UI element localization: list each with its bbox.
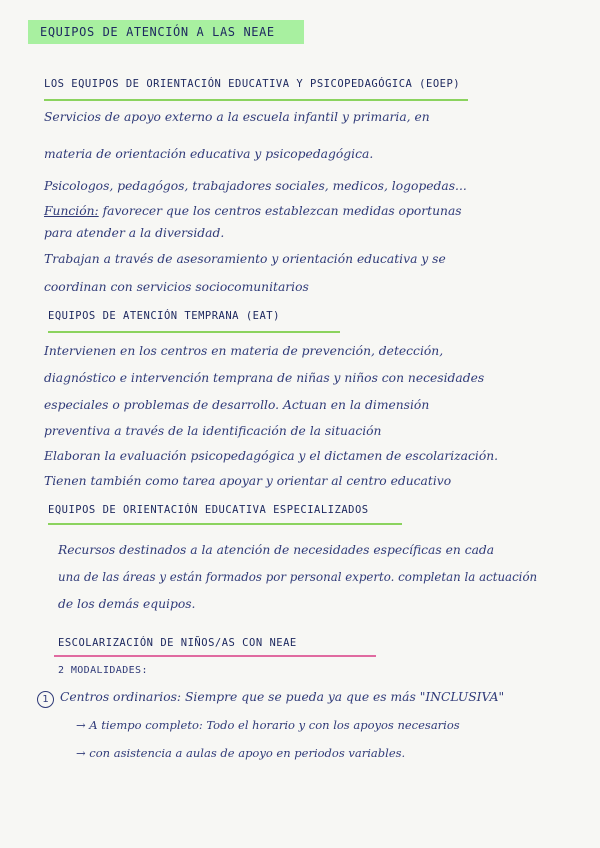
text-line: una de las áreas y están formados por personal experto. completan la actuación: [58, 570, 538, 584]
sub-list-item: → con asistencia a aulas de apoyo en periodos variables.: [76, 746, 406, 760]
modalidades-label: 2 MODALIDADES:: [58, 665, 148, 676]
text-line: Recursos destinados a la atención de necesidades específicas en cada: [58, 543, 495, 557]
text-line: Elaboran la evaluación psicopedagógica y el dictamen de escolarización.: [44, 449, 499, 463]
text-line: coordinan con servicios sociocomunitarios: [44, 280, 309, 294]
heading-underline: [54, 655, 376, 657]
section-heading-eoee: EQUIPOS DE ORIENTACIÓN EDUCATIVA ESPECIALIZADOS: [48, 504, 369, 516]
heading-underline: [48, 331, 340, 333]
funcion-text: favorecer que los centros establezcan medidas oportunas: [102, 204, 462, 218]
number-one-circle: 1: [37, 691, 54, 708]
text-line: de los demás equipos.: [58, 597, 196, 611]
heading-underline: [44, 99, 468, 101]
text-line: diagnóstico e intervención temprana de niñas y niños con necesidades: [44, 371, 485, 385]
funcion-line: [44, 204, 462, 218]
text-line: Servicios de apoyo externo a la escuela infantil y primaria, en: [44, 110, 430, 124]
text-line: Intervienen en los centros en materia de prevención, detección,: [44, 344, 444, 358]
text-line: para atender a la diversidad.: [44, 226, 225, 240]
section-heading-escolarizacion: ESCOLARIZACIÓN DE NIÑOS/AS CON NEAE: [58, 637, 297, 649]
text-line: Psicologos, pedagógos, trabajadores sociales, medicos, logopedas...: [44, 179, 467, 193]
text-line: materia de orientación educativa y psicopedagógica.: [44, 147, 374, 161]
text-line: Trabajan a través de asesoramiento y orientación educativa y se: [44, 252, 446, 266]
section-heading-eat: EQUIPOS DE ATENCIÓN TEMPRANA (EAT): [48, 310, 280, 322]
heading-underline: [48, 523, 402, 525]
text-line: preventiva a través de la identificación de la situación: [44, 424, 382, 438]
page-title: EQUIPOS DE ATENCIÓN A LAS NEAE: [40, 25, 275, 39]
section-heading-eoep: LOS EQUIPOS DE ORIENTACIÓN EDUCATIVA Y PSICOPEDAGÓGICA (EOEP): [44, 78, 461, 90]
funcion-label: Función:: [44, 204, 99, 218]
text-line: especiales o problemas de desarrollo. Actuan en la dimensión: [44, 398, 430, 412]
text-line: Tienen también como tarea apoyar y orientar al centro educativo: [44, 474, 452, 488]
list-item: Centros ordinarios: Siempre que se pueda ya que es más "INCLUSIVA": [60, 690, 505, 704]
sub-list-item: → A tiempo completo: Todo el horario y con los apoyos necesarios: [76, 718, 460, 732]
